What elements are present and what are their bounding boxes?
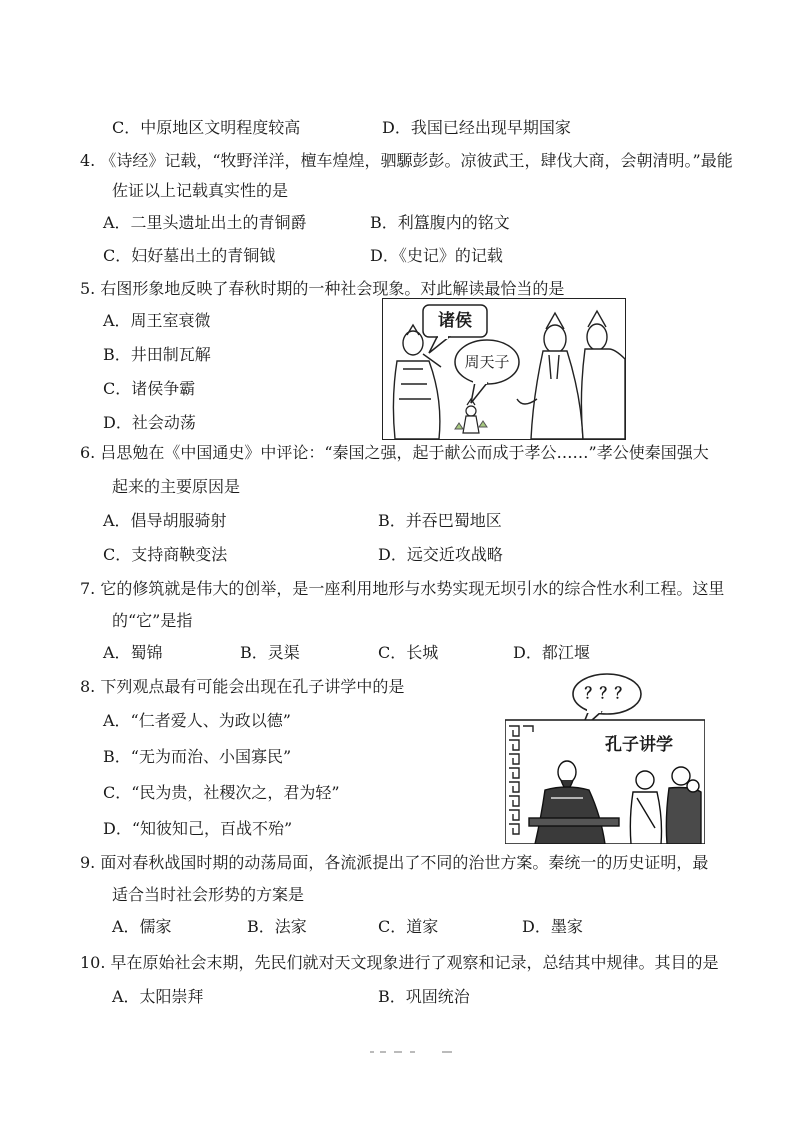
q6-option-c: C．支持商鞅变法	[103, 545, 228, 564]
q5-option-b: B．井田制瓦解	[103, 345, 211, 364]
q9-option-b: B．法家	[247, 917, 307, 936]
q7-stem-line2: 的“它”是指	[112, 611, 193, 630]
q4-option-d: D．《史记》的记载	[370, 246, 503, 265]
q9-option-c: C．道家	[378, 917, 439, 936]
q4-stem-line2: 佐证以上记载真实性的是	[112, 181, 289, 200]
q4-option-a: A．二里头遗址出土的青铜爵	[103, 213, 307, 232]
q5-option-a: A．周王室衰微	[103, 311, 211, 330]
q5-bubble-king: 周天子	[464, 353, 510, 371]
q8-cartoon	[505, 668, 705, 844]
footer-smudge	[370, 1040, 460, 1046]
q5-option-d: D．社会动荡	[103, 413, 196, 432]
q8-option-c: C．“民为贵，社稷次之，君为轻”	[103, 783, 340, 802]
q8-option-b: B．“无为而治、小国寡民”	[103, 747, 292, 766]
q5-option-c: C．诸侯争霸	[103, 379, 196, 398]
q7-option-d: D．都江堰	[513, 643, 590, 662]
q9-option-a: A．儒家	[112, 917, 172, 936]
q5-stem-line1: 5. 右图形象地反映了春秋时期的一种社会现象。对此解读最恰当的是	[80, 279, 565, 298]
q10-option-a: A．太阳崇拜	[112, 987, 204, 1006]
q9-stem-line1: 9. 面对春秋战国时期的动荡局面，各流派提出了不同的治世方案。秦统一的历史证明，最	[80, 853, 709, 872]
q8-option-d: D．“知彼知己，百战不殆”	[103, 819, 293, 838]
q5-bubble-lords: 诸侯	[438, 311, 472, 331]
q3-option-c: C．中原地区文明程度较高	[112, 118, 301, 137]
q6-option-a: A．倡导胡服骑射	[103, 511, 227, 530]
q10-option-b: B．巩固统治	[378, 987, 470, 1006]
q9-stem-line2: 适合当时社会形势的方案是	[112, 885, 305, 904]
q6-stem-line2: 起来的主要原因是	[112, 477, 241, 496]
q5-cartoon	[382, 298, 626, 440]
q6-option-d: D．远交近攻战略	[378, 545, 503, 564]
q4-stem-line1: 4. 《诗经》记载，“牧野洋洋，檀车煌煌，驷騵彭彭。凉彼武王，肆伐大商，会朝清明。”最能	[80, 151, 733, 170]
q3-option-d: D．我国已经出现早期国家	[382, 118, 571, 137]
q8-sign-text: 孔子讲学	[605, 735, 673, 755]
q7-option-b: B．灵渠	[240, 643, 300, 662]
q4-option-c: C．妇好墓出土的青铜钺	[103, 246, 276, 265]
q8-stem-line1: 8. 下列观点最有可能会出现在孔子讲学中的是	[80, 677, 405, 696]
q7-option-a: A．蜀锦	[103, 643, 163, 662]
q6-option-b: B．并吞巴蜀地区	[378, 511, 502, 530]
footer-smudge-dots	[370, 1049, 460, 1055]
q8-bubble-question-marks: ？？？	[584, 684, 630, 702]
q7-option-c: C．长城	[378, 643, 439, 662]
q4-option-b: B．利簋腹内的铭文	[370, 213, 510, 232]
q10-stem-line1: 10. 早在原始社会末期，先民们就对天文现象进行了观察和记录，总结其中规律。其目的是	[80, 953, 719, 972]
q6-stem-line1: 6. 吕思勉在《中国通史》中评论：“秦国之强，起于献公而成于孝公……”孝公使秦国强大	[80, 443, 709, 462]
q8-option-a: A．“仁者爱人、为政以德”	[103, 711, 291, 730]
q7-stem-line1: 7. 它的修筑就是伟大的创举，是一座利用地形与水势实现无坝引水的综合性水利工程。这里	[80, 579, 725, 598]
q9-option-d: D．墨家	[522, 917, 583, 936]
